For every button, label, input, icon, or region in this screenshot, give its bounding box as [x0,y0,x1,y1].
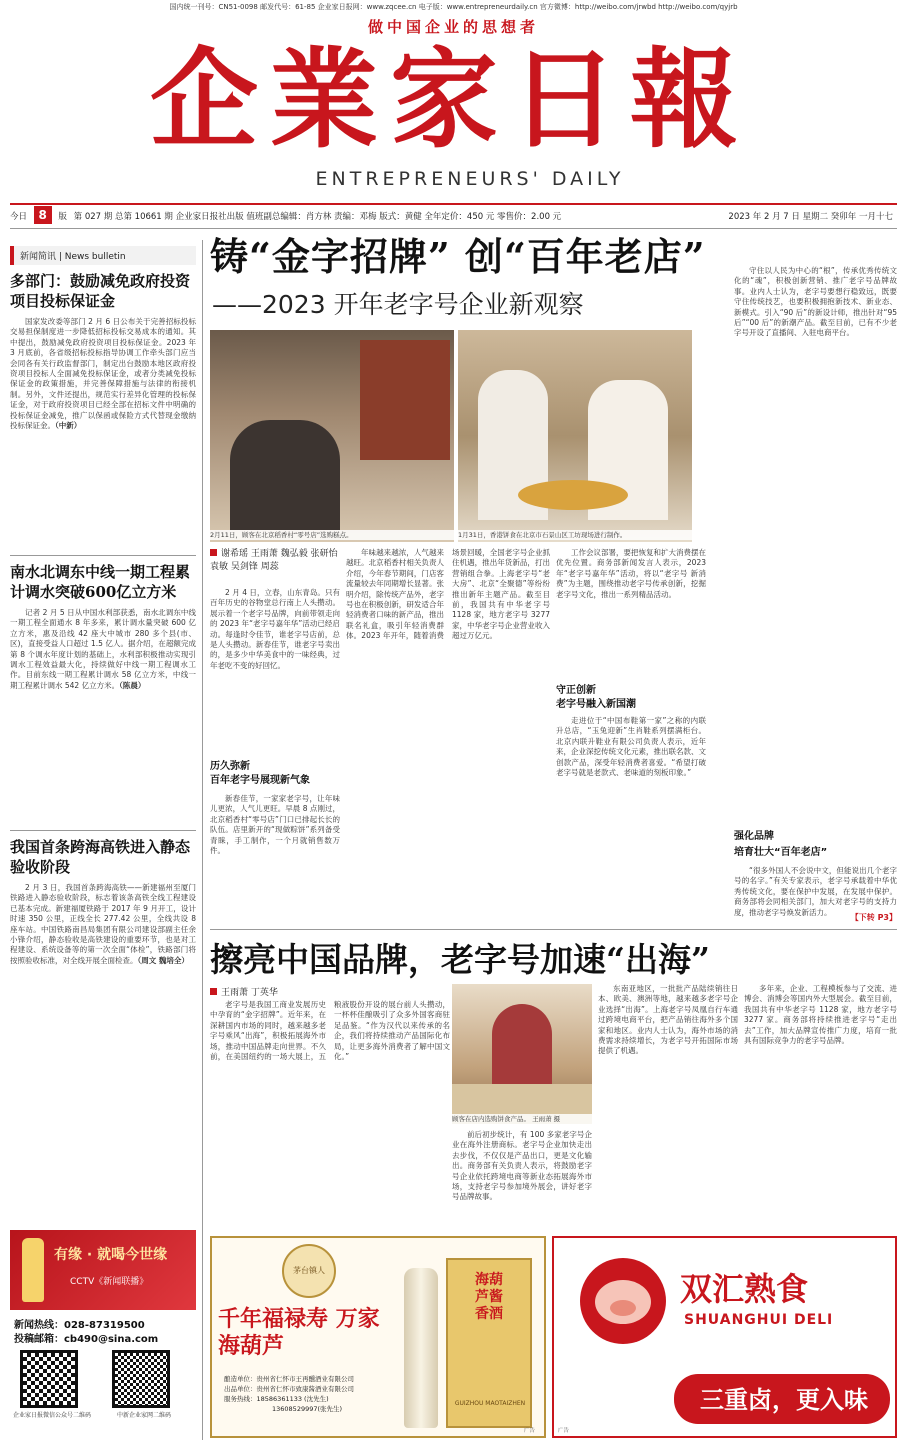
liquor-ad-slogan: 有缘 · 就喝今世缘 [54,1247,168,1263]
story2-source: （陈晨） [119,680,146,690]
liquor-ad-cctv: CCTV《新闻联播》 [70,1277,149,1287]
liquor-bottle-icon [404,1268,438,1428]
lead-photo-1 [210,330,454,542]
shop-shelf-shape [360,340,450,460]
lead-col-2: 年味越来越浓，人气越来越旺。北京稻香村相关负责人介绍，今年春节期间，门店客流量较去年同期增长显著。张明介绍，除传统产品外，老字号也在积极创新，研发适合年轻消费者口味的新产品，推出联名礼盒，吸引年轻消费群体。2023 年开年，随着消费场景回暖，全国老字号企业抓住机遇，推出年货新品，打出营销组合拳。上海老字号“老大房”、北京“全聚德”等纷纷推出新年主题产品。截至目前，我国共有中华老字号 1128 家，地方老字号 3277 家，中华老字号企业营业收入超过万亿元。 [346,548,550,641]
today-label: 今日 [10,212,28,222]
liquor-bottle-icon [22,1238,44,1302]
ad1-info-3: 服务热线：18586361133 (沈先生) [224,1395,329,1403]
lead-subhead-3: 强化品牌 [734,831,774,842]
author-marker-icon [210,549,217,556]
page-count-badge: 8 [34,206,52,224]
news-bulletin-label: 新闻简讯 | News bulletin [10,246,196,265]
second-story-title[interactable]: 擦亮中国品牌，老字号加速“出海” [210,940,710,979]
lead-subhead-2b: 老字号融入新国潮 [556,699,636,710]
divider [10,830,196,831]
qr-code-icon[interactable] [112,1350,170,1408]
hotline-number[interactable]: 028-87319500 [64,1320,145,1331]
ad1-info-1: 酿造单位：贵州省仁怀市王再醺酒业有限公司 [224,1375,354,1383]
ad2-english: SHUANGHUI DELI [684,1312,834,1328]
news-hotline: 新闻热线：028-87319500 [14,1320,145,1331]
lead-subhead-2: 守正创新 [556,685,596,696]
lead-story-title[interactable]: 铸“金字招牌” 创“百年老店” [210,234,706,279]
submission-email: 投稿邮箱：cb490@sina.com [14,1334,159,1345]
lead-photo-2 [458,330,692,542]
liquor-ad[interactable] [10,1230,196,1310]
second-col-3: 东南亚地区，一批批产品陆续销往日本、欧美、澳洲等地，越来越多老字号企业选择“出海”。上海老字号凤凰自行车通过跨境电商平台，把产品销往海外多个国家和地区。业内人士认为，海外市场的消费需求持续增长，为老字号开拓国际市场提供了机遇。 [598,984,738,1056]
story1-body: 国家发改委等部门 2 月 6 日公布关于完善招标投标交易担保制度进一步降低招标投标交易成本的通知。其中提出，鼓励减免政府投资项目投标保证金。2023 年 3 月底前，各省级招标投标指导协调工作牵头部门应当会同各有关行政监督部门，制定出台鼓励本地区政府投资项目投标人全面减免投标保证金，或者分类减免投标保证金的政策措施，并完善保障措施与法律的衔接机制。另外，文件还提出，规范实行差异化管理的投标保证金，对于政府投资项目已经全部在招标文件中明确的投标保证金减免，推广以保函或保险方式代替现金缴纳投标保证金。（中新） [10,317,196,431]
second-photo-caption: 顾客在店内选购饼食产品。 王雨萧 摄 [452,1114,592,1124]
ad1-brand: 海葫芦酱香酒 [475,1272,503,1322]
people-shape [230,420,340,530]
second-col-4: 多年来，企业、工程模板参与了交流、进博会、消博会等国内外大型展会。截至目前，我国共有中华老字号 1128 家，地方老字号 3277 家。商务部将持续推进老字号“走出去”工作，加大品牌宣传推广力度，培育一批具有国际竞争力的老字号品牌。 [744,984,897,1046]
haihulu-liquor-ad[interactable] [210,1236,546,1438]
qr1-caption: 企业家日报微信公众号二维码 [12,1412,91,1419]
shuanghui-deli-ad[interactable] [552,1236,897,1438]
food-tray-shape [518,480,628,510]
story2-body: 记者 2 月 5 日从中国水利部获悉，南水北调东中线一期工程全面通水 8 年多来，累计调水量突破 600 亿立方米，惠及沿线 42 座大中城市 280 多个县(市、区)，直接受益人口超过 1.5 亿人。据介绍，在超额完成第 8 个调水年度计划的基础上，水利部积极推动实现引调水工程效益最大化，持续做好中线一期工程调水工作。目前东线一期工程累计调水 58 亿立方米，中线一期工程累计调水 542 亿立方米。（陈晨） [10,608,196,690]
story3-source: （周文 魏培全） [137,955,189,965]
publication-info-bar: 国内统一刊号：CN51-0098 邮发代号：61-85 企业家日报网：www.zqcee.cn 电子版：www.entrepreneurdaily.cn 官方微博：http://weibo.com/jrwbd http://weibo.com/qyjrb [169,3,738,11]
ad1-brand-en: GUIZHOU MAOTAIZHEN [454,1400,526,1407]
ad2-title: 双汇熟食 [680,1270,809,1308]
lead-col-3b: 走进位于“中国布鞋第一家”之称的内联升总店，“玉兔迎新”生肖鞋系列摆满柜台。北京内联升鞋业有限公司负责人表示，近年来，企业深挖传统文化元素，推出联名款、文创款产品，深受年轻消费者喜爱。“希望打破老字号就是老款式、老味道的刻板印象。” [556,716,706,778]
ad2-slogan-banner [674,1374,890,1424]
lead-subhead-1: 历久弥新 [210,761,250,772]
ad1-info-2: 出品单位：贵州省仁怀市致康酱酒业有限公司 [224,1385,354,1393]
ad2-mark: 广告 [558,1428,570,1434]
ad1-title: 千年福禄寿 万家海葫芦 [218,1306,380,1359]
lead-col-3: 工作会议部署，要把恢复和扩大消费摆在优先位置。商务部新闻发言人表示，2023 年“老字号嘉年华”活动，将以“老字号 新消费”为主题，围绕推动老字号传承创新，挖掘老字号文化，推出一系列精品活动。 [556,548,706,599]
column-divider [202,240,203,1440]
second-col-1: 老字号是我国工商业发展历史中孕育的“金字招牌”。近年来，在深耕国内市场的同时，越来越多老字号乘风“出海”，积极拓展海外市场，推动中国品牌走向世界。不久前，在美国纽约的一场大展上，五粮液股份开设的展台前人头攒动，一杯杯佳酿吸引了众多外国客商驻足品鉴。“作为汉代以来传承的名企，我们将持续推动产品国际化布局，让更多海外消费者了解中国文化。” [210,1000,450,1062]
story-divider [210,929,897,930]
story1-title[interactable]: 多部门：鼓励减免政府投资项目投标保证金 [10,272,191,310]
lead-subhead-1b: 百年老字号展现新气象 [210,775,310,786]
news-bulletin-column [10,246,196,1115]
lead-col-1: 2 月 4 日，立春，山东青岛。只有百年历史的谷物堂总行南上人头攒动。展示着一个老字号品牌，向前带领走向的 2023 年“老字号嘉年华”活动已经启动。每逢时令佳节，谁老字号店前，总是人头攒动。新春佳节，谁老字号卖出的，是多少中华美食中的一味经典，过年老吃不变的好回忆。 [210,588,340,670]
divider [10,555,196,556]
masthead-title: 企業家日報 [149,37,750,163]
qr2-caption: 中新企业家网二维码 [116,1412,171,1419]
story1-source: （中新） [55,421,82,431]
jump-to-page-link[interactable]: 【下转 P3】 [850,913,897,922]
issue-date: 2023 年 2 月 7 日 星期二 癸卯年 一月十七 [728,212,893,222]
masthead-english: ENTREPRENEURS' DAILY [315,168,625,190]
ad1-info-4: 13608529997(张先生) [272,1405,343,1413]
photo1-caption: 2月11日，顾客在北京稻香村“零号店”选购糕点。 [210,530,454,540]
author-marker-icon [210,988,217,995]
email-link[interactable]: cb490@sina.com [64,1334,159,1345]
pig-logo-icon [580,1258,666,1344]
issue-number: 第 027 期 总第 10661 期 企业家日报社出版 值班副总编辑：肖方林 责编：邓梅 版式：黄健 全年定价：450 元 零售价：2.00 元 [73,212,562,222]
second-photo [452,984,592,1124]
ad1-mark: 广告 [524,1428,536,1434]
second-story-author: 王雨萧 丁英华 [210,985,450,998]
story3-body: 2 月 3 日，我国首条跨海高铁——新建福州至厦门铁路进入静态验收阶段，标志着该条高铁全线工程建设已基本完成。新建福厦铁路于 2017 年 9 月开工，设计时速 350 公里，正线全长 277.42 公里，全线共设 8 座车站。中国铁路南昌局集团有限公司建设部副主任余小锋介绍，静态验收是高铁建设的重要环节，也是对工程建设、系统设备等的第一次全面“体检”，铁路部门将按照验收标准，对全线开展全面检查。（周文 魏培全） [10,883,196,965]
qr-code-icon[interactable] [20,1350,78,1408]
lead-story-author: 谢希瑶 王雨萧 魏弘毅 张研怡 袁敏 吴剑锋 周蕊 [210,549,338,572]
pig-nose-shape [610,1300,636,1316]
lead-story-subtitle: ——2023 开年老字号企业新观察 [212,290,584,319]
photo2-caption: 1月31日，香港饼食在北京市石景山区工坊现场进行制作。 [458,530,692,540]
masthead-slogan: 做中国企业的思想者 [367,18,539,36]
lead-col-1b: 新春佳节，一家家老字号，让年味儿更浓，人气儿更旺。早晨 8 点刚过，北京稻香村“零号店”门口已排起长长的队伍。店里新开的“现做粽饼”系列备受青睐，手工制作，一个月就销售数万件。 [210,794,340,856]
page-count-unit: 版 [58,212,67,222]
ad2-slogan: 三重卤，更入味 [700,1385,868,1414]
second-col-2: 前后初步统计，有 100 多家老字号企业在海外注册商标。老字号企业加快走出去步伐，不仅仅是产品出口，更是文化输出。商务部有关负责人表示，将鼓励老字号企业依托跨境电商等新业态拓展海外市场，支持老字号参加境外展会，讲好老字号品牌故事。 [452,1130,592,1202]
story2-title[interactable]: 南水北调东中线一期工程累计调水突破600亿立方米 [10,563,191,601]
brand-circle-icon: 茅台镇人 [282,1244,336,1298]
story3-title[interactable]: 我国首条跨海高铁进入静态验收阶段 [10,838,191,876]
lead-col-4b: “很多外国人不会说中文，但能说出几个老字号的名字。”有关专家表示，老字号承载着中华优秀传统文化，要在保护中发展，在发展中保护。商务部将会同相关部门，加大对老字号的支持力度，推动老字号焕发新活力。 [734,866,897,917]
liquor-box-icon [446,1258,532,1428]
lead-subhead-3b: 培育壮大“百年老店” [734,847,828,858]
lead-col-4: 守住以人民为中心的“根”，传承优秀传统文化的“魂”，积极创新营销、推广老字号品牌故事。业内人士认为，老字号要想行稳致远，既要守住传统技艺，也要积极拥抱新技术、新业态、新模式。引入“90 后”的新设计师，推出针对“95 后”“00 后”的新潮产品。截至目前，已有不少老字号开设了直播间、入驻电商平台。 [734,266,897,338]
